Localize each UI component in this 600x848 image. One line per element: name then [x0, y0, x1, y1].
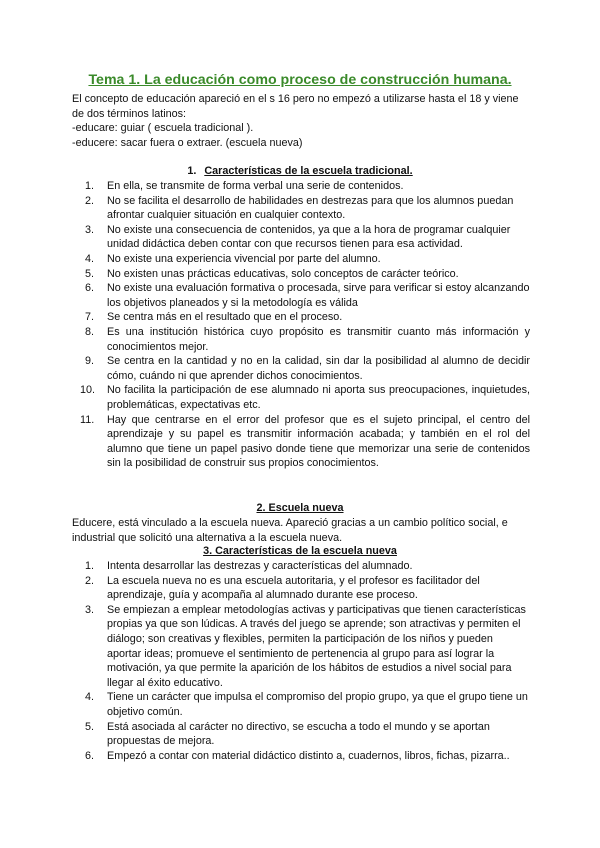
intro-educare: -educare: guiar ( escuela tradicional ).	[72, 122, 254, 134]
list-item: 10. No facilita la participación de ese alumnado ni aporta sus preocupaciones, inquietudes, problemáticas, expectativas etc.	[80, 384, 530, 411]
intro-educere: -educere: sacar fuera o extraer. (escuela nueva)	[72, 136, 303, 149]
list-item: 7. Se centra más en el resultado que en el proceso.	[85, 311, 343, 324]
list-item: 2. No se facilita el desarrollo de habilidades en destrezas para que los alumnos puedan afrontar cualquier situación en cualquier contexto.	[85, 194, 514, 222]
section1-heading	[0, 165, 600, 177]
list-item: 3. No existe una consecuencia de contenidos, ya que a la hora de programar cualquier unidad didáctica deben contar con que recursos tienen para esa actividad.	[85, 223, 511, 251]
list-item: 6. No existe una evaluación formativa o procesada, sirve para verificar si estoy alcanzando los objetivos planeados y si la metodología es válida	[85, 282, 530, 309]
section2-heading: 2. Escuela nueva	[256, 502, 344, 514]
list-item: 5. No existen unas prácticas educativas, solo conceptos de carácter teórico.	[85, 267, 459, 280]
list-item: 9. Se centra en la cantidad y no en la calidad, sin dar la posibilidad al alumno de decidir cómo, cuándo ni que aprender dichos conocimientos.	[85, 355, 530, 382]
list-item: 11. Hay que centrarse en el error del profesor que es el sujeto principal, el centro del aprendizaje y su papel es transmitir información acabada; y también en el rol del alumno que tiene un papel pasivo donde tiene que memorizar una serie de contenidos sin la posibilidad de construir sus propios conocimientos.	[80, 413, 530, 470]
section1-list	[72, 179, 530, 471]
list-item: 3. Se empiezan a emplear metodologías activas y participativas que tienen características propias ya que son lúdicas. A través del juego se aprende; son atractivas y permiten el diálogo; son creativas y flexibles, permiten la participación de los niños y pueden aportar ideas; promueve el sentimiento de pertenencia al grupo para así lograr la motivación, ya que permite la aparición de los hábitos de estudios a nivel social para llegar al éxito educativo.	[85, 603, 526, 689]
list-item: 2. La escuela nueva no es una escuela autoritaria, y el profesor es facilitador del aprendizaje, guía y acompaña al alumnado durante ese proceso.	[85, 574, 480, 602]
section3-list	[72, 559, 530, 763]
list-item: 4. No existe una experiencia vivencial por parte del alumno.	[85, 252, 381, 265]
section1-number: 1.	[187, 165, 197, 177]
intro-paragraph: El concepto de educación apareció en el s 16 pero no empezó a utilizarse hasta el 18 y viene de dos términos latinos:	[72, 93, 519, 120]
list-item: 6. Empezó a contar con material didáctico distinto a, cuadernos, libros, fichas, pizarra..	[85, 749, 510, 762]
section2-paragraph: Educere, está vinculado a la escuela nueva. Apareció gracias a un cambio político social, e industrial que solicitó una alternativa a la escuela nueva.	[72, 517, 508, 544]
list-item: 4. Tiene un carácter que impulsa el compromiso del propio grupo, ya que el grupo tiene un objetivo común.	[85, 691, 528, 718]
section3-heading: 3. Características de la escuela nueva	[203, 545, 397, 557]
list-item: 5. Está asociada al carácter no directivo, se escucha a todo el mundo y se aportan propuestas de mejora.	[85, 720, 490, 748]
list-item: 1. Intenta desarrollar las destrezas y características del alumnado.	[85, 560, 413, 572]
document-title: Tema 1. La educación como proceso de construcción humana.	[88, 72, 512, 88]
list-item: 1. En ella, se transmite de forma verbal una serie de contenidos.	[85, 180, 404, 192]
section1-title: Características de la escuela tradicional.	[204, 165, 413, 177]
list-item: 8. Es una institución histórica cuyo propósito es transmitir cuanto más información y conocimientos mejor.	[85, 325, 530, 353]
